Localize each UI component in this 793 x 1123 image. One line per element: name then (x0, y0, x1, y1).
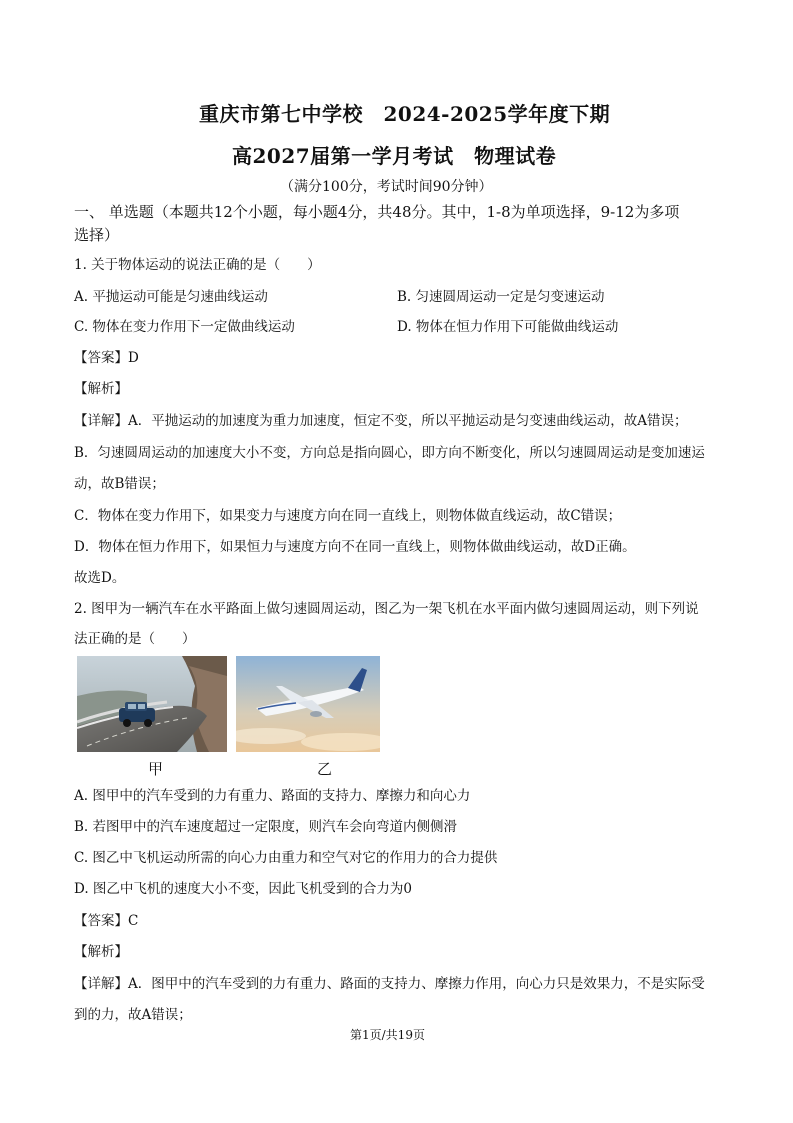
q1-conclusion: 故选D。 (74, 570, 126, 586)
q1-stem: 1. 关于物体运动的说法正确的是（ ） (74, 257, 321, 273)
q2-answer: 【答案】C (74, 913, 139, 929)
airplane-in-sky-photo (236, 656, 380, 752)
car-on-curve-photo (77, 656, 227, 752)
section-heading-line2: 选择） (74, 226, 120, 244)
exam-subtitle: （满分100分，考试时间90分钟） (280, 179, 493, 195)
exam-title-line2: 高2027届第一学月考试 物理试卷 (232, 144, 557, 168)
q2-stem-line1: 2. 图甲为一辆汽车在水平路面上做匀速圆周运动，图乙为一架飞机在水平面内做匀速圆周运动，则下列说 (74, 601, 699, 617)
q1-analysis-label: 【解析】 (74, 381, 128, 397)
q1-option-d: D. 物体在恒力作用下可能做曲线运动 (397, 319, 619, 335)
q1-detail-b-line2: 动，故B错误； (74, 476, 165, 492)
q1-detail-a: 【详解】A．平抛运动的加速度为重力加速度，恒定不变，所以平抛运动是匀变速曲线运动，故A错误； (74, 413, 688, 429)
q1-option-c: C. 物体在变力作用下一定做曲线运动 (74, 319, 295, 335)
q2-option-a: A. 图甲中的汽车受到的力有重力、路面的支持力、摩擦力和向心力 (74, 788, 471, 804)
exam-title-line1: 重庆市第七中学校 2024-2025学年度下期 (199, 102, 611, 126)
figure-caption-left: 甲 (148, 760, 164, 778)
q2-option-c: C. 图乙中飞机运动所需的向心力由重力和空气对它的作用力的合力提供 (74, 850, 498, 866)
q1-answer: 【答案】D (74, 350, 139, 366)
q1-option-a: A. 平抛运动可能是匀速曲线运动 (74, 289, 268, 305)
q1-detail-c: C．物体在变力作用下，如果变力与速度方向在同一直线上，则物体做直线运动，故C错误； (74, 508, 622, 524)
q1-detail-b-line1: B．匀速圆周运动的加速度大小不变，方向总是指向圆心，即方向不断变化，所以匀速圆周运动是变加速运 (74, 445, 705, 461)
q2-analysis-label: 【解析】 (74, 944, 128, 960)
q2-detail-line1: 【详解】A．图甲中的汽车受到的力有重力、路面的支持力、摩擦力作用，向心力只是效果力，不是实际受 (74, 976, 705, 992)
q2-detail-line2: 到的力，故A错误； (74, 1007, 192, 1023)
page-number: 第1页/共19页 (350, 1028, 425, 1042)
q2-option-b: B. 若图甲中的汽车速度超过一定限度，则汽车会向弯道内侧侧滑 (74, 819, 458, 835)
figure-caption-right: 乙 (317, 760, 333, 778)
q2-option-d: D. 图乙中飞机的速度大小不变，因此飞机受到的合力为0 (74, 881, 413, 897)
q2-stem-line2: 法正确的是（ ） (74, 631, 196, 647)
section-heading-line1: 一、 单选题（本题共12个小题，每小题4分，共48分。其中，1-8为单项选择，9-12为多项 (74, 203, 680, 221)
q1-detail-d: D．物体在恒力作用下，如果恒力与速度方向不在同一直线上，则物体做曲线运动，故D正确。 (74, 539, 636, 555)
q1-option-b: B. 匀速圆周运动一定是匀变速运动 (397, 289, 605, 305)
